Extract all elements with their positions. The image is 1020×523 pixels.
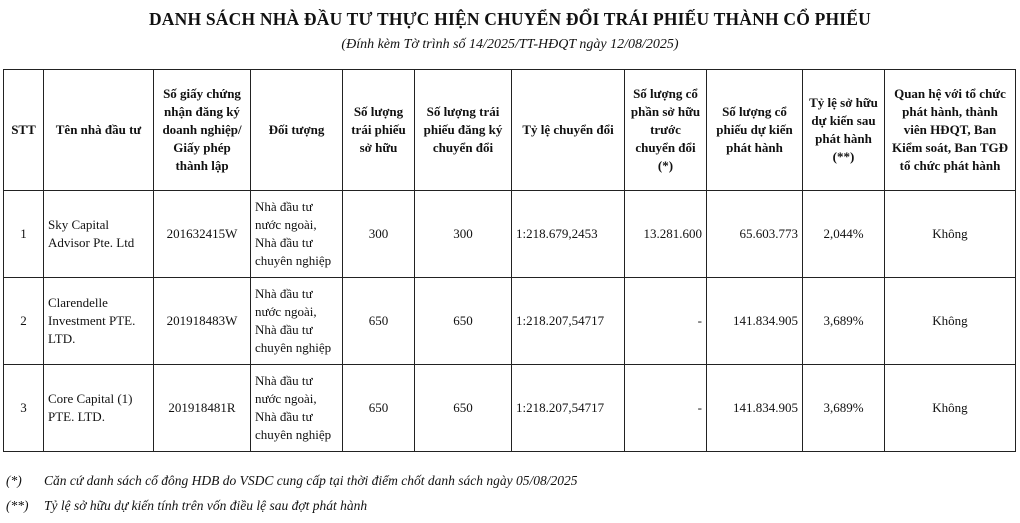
footnote-text: Căn cứ danh sách cổ đông HDB do VSDC cung cấp tại thời điểm chốt danh sách ngày 05/08/2025: [44, 472, 578, 488]
table-row: [4, 191, 1016, 278]
cell-shares-to-issue: 141.834.905: [707, 365, 803, 452]
cell-conversion-ratio: 1:218.207,54717: [512, 365, 625, 452]
cell-bonds-owned: 650: [343, 278, 415, 365]
document-title: DANH SÁCH NHÀ ĐẦU TƯ THỰC HIỆN CHUYỂN ĐỔI TRÁI PHIẾU THÀNH CỔ PHIẾU: [148, 9, 872, 29]
cell-relation: Không: [885, 278, 1016, 365]
cell-bonds-registered: 650: [415, 278, 512, 365]
cell-stt: 1: [4, 191, 44, 278]
cell-shares-to-issue: 141.834.905: [707, 278, 803, 365]
cell-shares-before: -: [625, 365, 707, 452]
header-ownership-after: Tỷ lệ sở hữu dự kiến sau phát hành (**): [803, 70, 885, 191]
table-header-row: [4, 70, 1016, 191]
table-row: [4, 278, 1016, 365]
header-shares-to-issue: Số lượng cổ phiếu dự kiến phát hành: [707, 70, 803, 191]
document-subtitle: (Đính kèm Tờ trình số 14/2025/TT-HĐQT ngày 12/08/2025): [341, 37, 679, 52]
cell-investor-type: Nhà đầu tư nước ngoài, Nhà đầu tư chuyên nghiệp: [251, 365, 343, 452]
header-bonds-owned: Số lượng trái phiếu sở hữu: [343, 70, 415, 191]
cell-bonds-owned: 650: [343, 365, 415, 452]
header-investor-name: Tên nhà đầu tư: [44, 70, 154, 191]
footnote-mark: (*): [6, 472, 22, 488]
header-relation: Quan hệ với tổ chức phát hành, thành viên HĐQT, Ban Kiểm soát, Ban TGĐ tổ chức phát hành: [885, 70, 1016, 191]
header-conversion-ratio: Tỷ lệ chuyển đổi: [512, 70, 625, 191]
cell-investor-type: Nhà đầu tư nước ngoài, Nhà đầu tư chuyên nghiệp: [251, 191, 343, 278]
cell-stt: 2: [4, 278, 44, 365]
cell-investor-type: Nhà đầu tư nước ngoài, Nhà đầu tư chuyên nghiệp: [251, 278, 343, 365]
footnote: [6, 493, 578, 518]
cell-conversion-ratio: 1:218.207,54717: [512, 278, 625, 365]
cell-stt: 3: [4, 365, 44, 452]
cell-investor-name: Core Capital (1) PTE. LTD.: [44, 365, 154, 452]
cell-conversion-ratio: 1:218.679,2453: [512, 191, 625, 278]
table-row: [4, 365, 1016, 452]
footnotes: [6, 468, 578, 518]
header-bonds-registered: Số lượng trái phiếu đăng ký chuyển đổi: [415, 70, 512, 191]
footnote-text: Tỷ lệ sở hữu dự kiến tính trên vốn điều lệ sau đợt phát hành: [44, 497, 368, 513]
cell-relation: Không: [885, 191, 1016, 278]
investor-table: [3, 69, 1016, 452]
cell-ownership-after: 3,689%: [803, 278, 885, 365]
cell-registration-no: 201918481R: [154, 365, 251, 452]
cell-investor-name: Clarendelle Investment PTE. LTD.: [44, 278, 154, 365]
cell-registration-no: 201918483W: [154, 278, 251, 365]
footnote-mark: (**): [6, 497, 29, 513]
header-investor-type: Đối tượng: [251, 70, 343, 191]
header-stt: STT: [4, 70, 44, 191]
cell-bonds-registered: 300: [415, 191, 512, 278]
cell-shares-to-issue: 65.603.773: [707, 191, 803, 278]
footnote: [6, 468, 578, 493]
header-shares-before: Số lượng cổ phần sở hữu trước chuyển đổi (*): [625, 70, 707, 191]
cell-relation: Không: [885, 365, 1016, 452]
cell-bonds-owned: 300: [343, 191, 415, 278]
header-registration-no: Số giấy chứng nhận đăng ký doanh nghiệp/ Giấy phép thành lập: [154, 70, 251, 191]
cell-bonds-registered: 650: [415, 365, 512, 452]
cell-ownership-after: 3,689%: [803, 365, 885, 452]
cell-investor-name: Sky Capital Advisor Pte. Ltd: [44, 191, 154, 278]
cell-ownership-after: 2,044%: [803, 191, 885, 278]
cell-shares-before: 13.281.600: [625, 191, 707, 278]
cell-shares-before: -: [625, 278, 707, 365]
cell-registration-no: 201632415W: [154, 191, 251, 278]
